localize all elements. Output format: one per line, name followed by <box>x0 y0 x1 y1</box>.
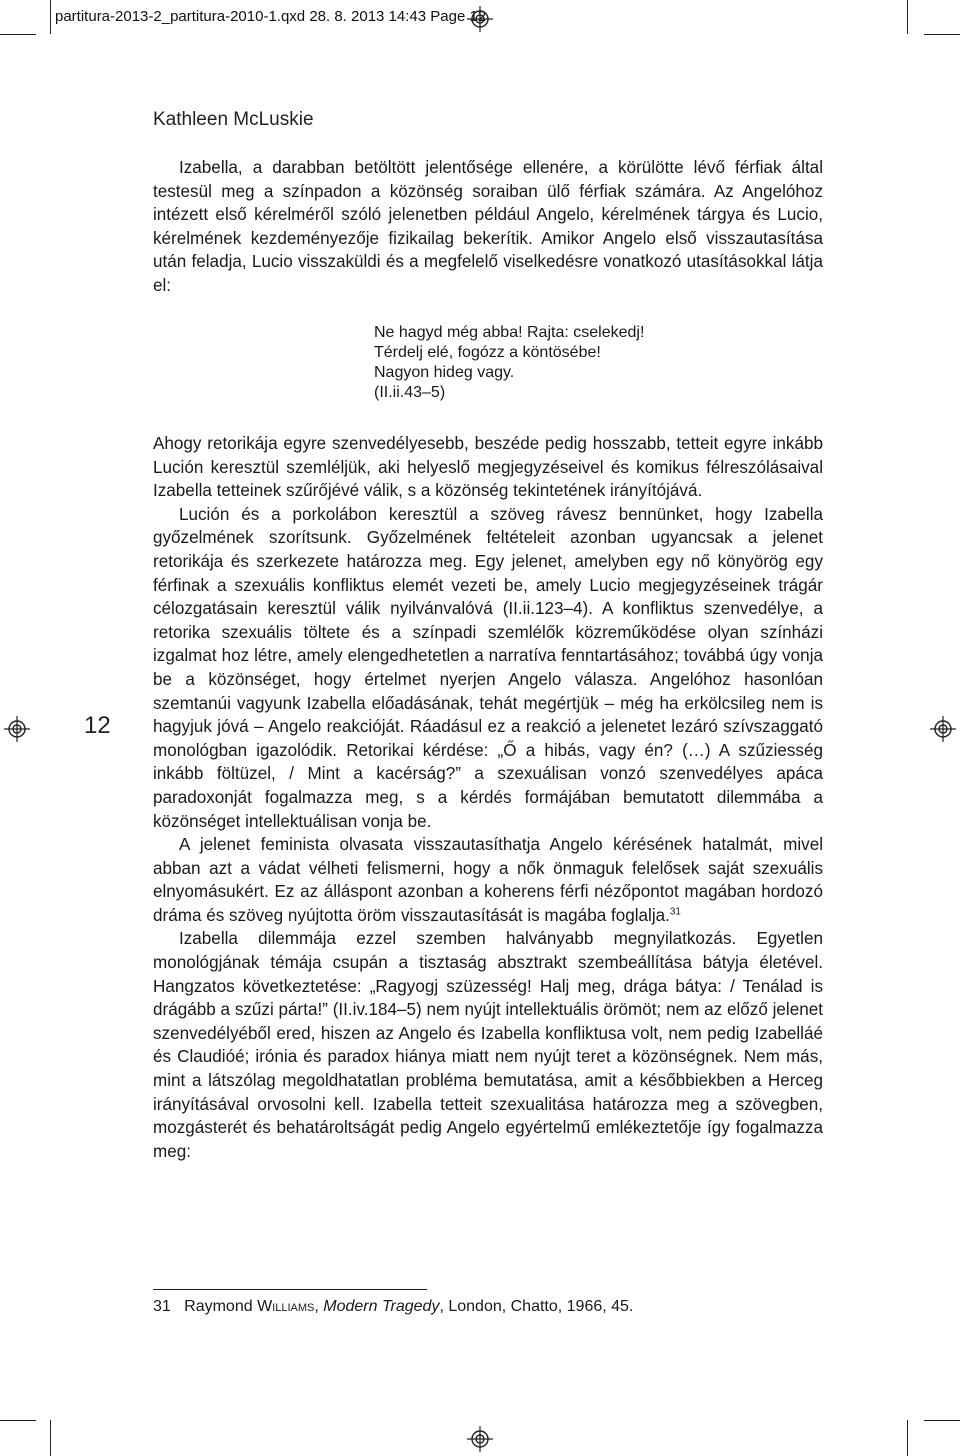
paragraph: Izabella, a darabban betöltött jelentősége ellenére, a körülötte lévő férfiak által testesül meg a színpadon a közönség soraiban ülő férfiak számára. Az Angelóhoz intézett első kérelméről szóló jelenetben például Angelo, kérelmének tárgya és Lucio, kérelmének kezdeményezője fizikailag bekerítik. Amikor Angelo első visszautasítása után feladja, Lucio visszaküldi és a megfelelő viselkedésre vonatkozó utasításokkal látja el: <box>153 158 823 295</box>
block-quote <box>374 323 644 403</box>
footnote-reference[interactable]: 31 <box>669 906 681 918</box>
quote-line: Nagyon hideg vagy. <box>374 364 515 381</box>
registration-mark-icon <box>467 1426 493 1452</box>
footnote-separator-text: , <box>314 1298 324 1315</box>
paragraph: Izabella dilemmája ezzel szemben halványabb megnyilatkozás. Egyetlen monológjának témája csupán a tisztaság absztrakt szembeállítása bátyja életével. Hangzatos következtetése: „Ragyogj szüzesség! Halj meg, drága bátya: / Tenálad is drágább a szűzi párta!” (II.iv.184–5) nem nyújt intellektuális örömöt; nem az előző jelenet szenvedélyéből ered, hiszen az Angelo és Izabella konfliktusa volt, nem pedig Izabelláé és Claudióé; irónia és paradox hiánya miatt nem nyújt teret a közönségnek. Nem más, mint a látszólag megoldhatatlan probléma bemutatása, amit a későbbiekben a Herceg irányításával orvosolni kell. Izabella tetteit szexualitása határozza meg a szövegben, mozgásterét és behatároltságát pedig Angelo egyértelmű emlékeztetője így fogalmazza meg: <box>153 929 823 1161</box>
paragraph <box>153 833 823 927</box>
footnote-author-first: Raymond <box>184 1298 258 1315</box>
crop-mark <box>907 1420 908 1456</box>
registration-mark-icon <box>467 6 493 32</box>
footnote-title: Modern Tragedy <box>323 1298 440 1315</box>
paragraph: Ahogy retorikája egyre szenvedélyesebb, beszéde pedig hosszabb, tetteit egyre inkább Lución keresztül szemléljük, aki helyeslő megjegyzéseivel és komikus félreszólásaival Izabella tetteinek szűrőjévé válik, s a közönség tekintetének irányítójává. <box>153 434 823 501</box>
crop-mark <box>50 0 51 34</box>
crop-mark <box>50 1420 51 1456</box>
footnote-publication: , London, Chatto, 1966, 45. <box>439 1298 634 1315</box>
quote-line: Térdelj elé, fogózz a köntösébe! <box>374 344 601 361</box>
main-text-block <box>153 432 823 1163</box>
footnote-number: 31 <box>153 1298 171 1315</box>
opening-paragraph-block <box>153 156 823 298</box>
footnote-separator <box>153 1289 427 1290</box>
crop-mark <box>0 34 36 35</box>
registration-mark-icon <box>4 716 30 742</box>
running-head-author: Kathleen McLuskie <box>153 109 314 130</box>
crop-mark <box>0 1420 36 1421</box>
crop-mark <box>907 0 908 34</box>
paragraph-text: A jelenet feminista olvasata visszautasíthatja Angelo kérésének hatalmát, mivel abban azt a vádat vélheti felismerni, hogy a nők önmaguk felelősek saját szexuális elnyomásukért. Ez az álláspont azonban a koherens férfi nézőpontot magában hordozó dráma és szöveg nyújtotta öröm visszautasítását is magába foglalja. <box>153 835 823 925</box>
footnote <box>153 1298 633 1316</box>
print-slug: partitura-2013-2_partitura-2010-1.qxd 28. 8. 2013 14:43 Page 12 <box>55 8 487 25</box>
quote-citation: (II.ii.43–5) <box>374 384 446 401</box>
quote-line: Ne hagyd még abba! Rajta: cselekedj! <box>374 324 645 341</box>
crop-mark <box>924 1420 960 1421</box>
page-number: 12 <box>84 712 111 739</box>
footnote-author-last: Williams <box>257 1298 315 1315</box>
paragraph: Lución és a porkolábon keresztül a szöveg rávesz bennünket, hogy Izabella győzelmének szorítsunk. Győzelmének feltételeit azonban ugyancsak a jelenet retorikája és szerkezete határozza meg. Egy jelenet, amelyben egy nő könyörög egy férfinak a szexuális konfliktus elemét vezeti be, amely Lucio megjegyzéseinek trágár célozgatásain keresztül válik nyilvánvalóvá (II.ii.123–4). A konfliktus szenvedélye, a retorika szexuális töltete és a színpadi szemlélők közreműködése olyan színházi izgalmat hoz létre, amely elengedhetetlen a narratíva fenntartásához; továbbá úgy vonja be a közönséget, hogy értelmet nyerjen Angelo válasza. Angelóhoz hasonlóan szemtanúi vagyunk Izabella előadásának, tehát megértjük – még ha erkölcsileg nem is hagyjuk jóvá – Angelo reakcióját. Ráadásul ez a reakció a jelenetet lezáró szívszaggató monológban igazolódik. Retorikai kérdése: „Ő a hibás, vagy én? (…) A szűziesség inkább föltüzel, / Mint a kacérság?” a szexuálisan vonzó szenvedélyes apáca paradoxonját fogalmazza meg, s a kérdés formájában bemutatott dilemmába a közönséget intellektuálisan vonja be. <box>153 504 823 831</box>
crop-mark <box>924 34 960 35</box>
registration-mark-icon <box>930 716 956 742</box>
